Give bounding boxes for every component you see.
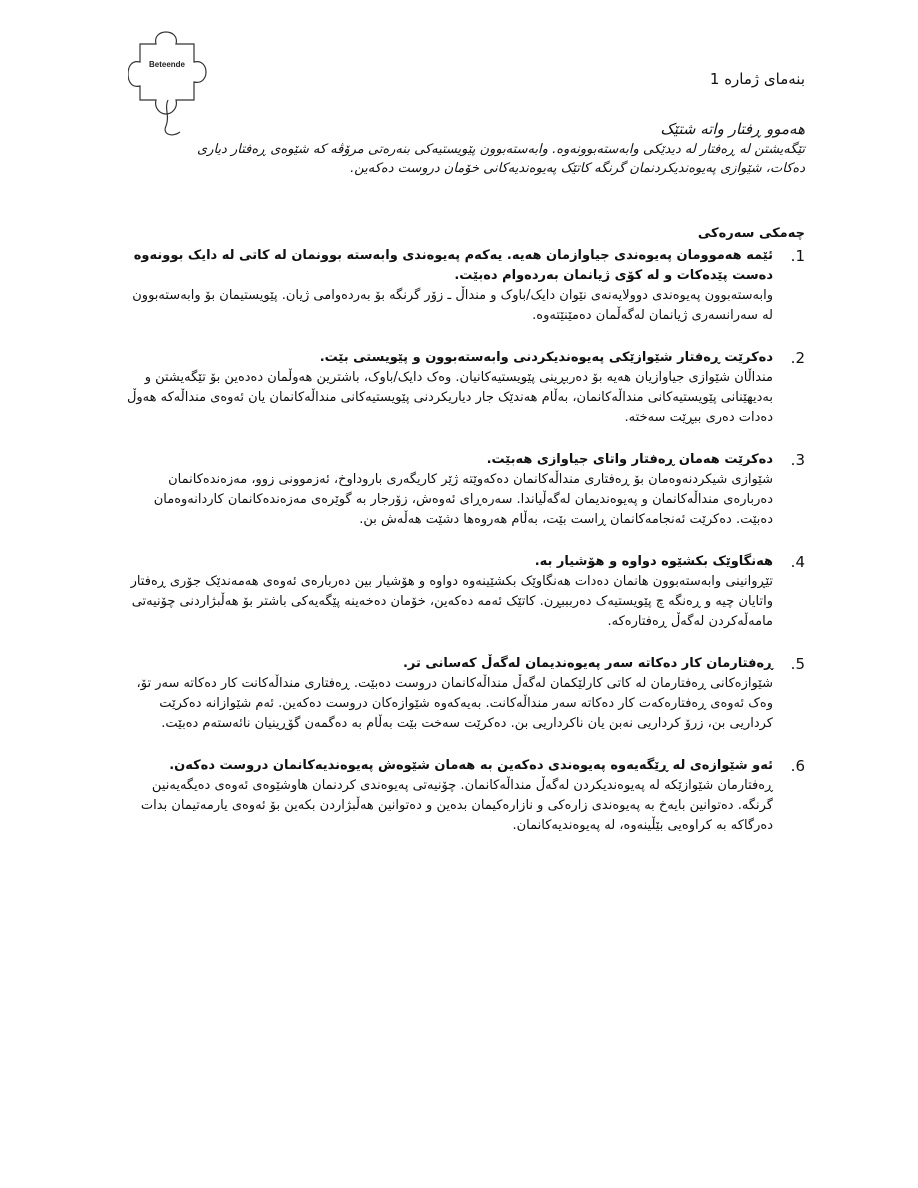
list-item — [125, 654, 805, 734]
lesson-number: بنەمای ژمارە 1 — [709, 70, 805, 88]
item-text: شێوازەکانی ڕەفتارمان لە کاتی کارلێکمان لەگەڵ منداڵەکانمان دروست دەبێت. ڕەفتاری منداڵەکانت کار دەکاتە سەر تۆ، وەک ئەوەی ڕەفتارەکەت کار دەکاتە سەر منداڵەکانت. بەیەکەوە شێوازەکان دروست دەکەین. ئەم شێوازانە دەکرێت کرداریی بن، زرۆ کرداریی نەبن یان ناکرداریی بن. دەکرێت سەخت بێت بەڵام بە دەگمەن گۆڕینیان نائەستەم دەبێت. — [136, 676, 773, 731]
item-title: دەکرێت ڕەفتار شێوازێکی پەیوەندیکردنی وابەستەبوون و پێویستی بێت. — [319, 350, 773, 365]
item-number: 2. — [790, 349, 805, 367]
item-number: 5. — [790, 655, 805, 673]
item-text: تێڕوانینی وابەستەبوون هانمان دەدات هەنگاوێک بکشێینەوە دواوە و هۆشیار بین دەربارەی ئەوەی هەمەندێک جۆری ڕەفتار واتایان چیە و ڕەنگە چ پێویستیەک دەربببڕن. کاتێک ئەمە دەکەین، خۆمان دەخەینە پێگەیەکی باشتر بۆ هەڵبژاردنی چۆنیەتی مامەڵەکردن لەگەڵ ڕەفتارەکە. — [130, 574, 773, 629]
list-item — [125, 246, 805, 326]
list-item — [125, 450, 805, 530]
item-text: ڕەفتارمان شێوازێکە لە پەیوەندیکردن لەگەڵ منداڵەکانمان. چۆنیەتی پەیوەندی کردنمان هاوشێوەی ئەوەی دەیگەیەنین گرنگە. دەتوانین بایەخ بە پەیوەندی زارەکی و نازارەکیمان بدەین و دەتوانین هەڵبژاردن بکەین بۆ ئەوەی یارمەتیمان بدات دەرگاکە بە کراوەیی بێڵینەوە، لە پەیوەندیەکانمان. — [140, 778, 773, 833]
item-number: 6. — [790, 757, 805, 775]
item-title: هەنگاوێک بکشێوە دواوە و هۆشیار بە. — [534, 554, 773, 569]
item-text: منداڵان شێوازی جیاوازیان هەیە بۆ دەربڕینی پێویستیەکانیان. وەک دایک/باوک، باشترین هەوڵمان دەدەین بۆ تێگەیشتن و بەدیهێنانی پێویستیەکانی منداڵەکانمان، بەڵام هەندێک جار دیاریکردنی پێویستیەکانی منداڵەکانمان یان ئەوەی منداڵەکە هەوڵ دەدات دەری ببڕێت سەختە. — [126, 370, 773, 425]
item-number: 4. — [790, 553, 805, 571]
item-number: 1. — [790, 247, 805, 265]
item-title: ڕەفتارمان کار دەکاتە سەر پەیوەندیمان لەگەڵ کەسانی تر. — [402, 656, 773, 671]
concept-list — [125, 246, 805, 858]
list-item — [125, 756, 805, 836]
item-text: وابەستەبوون پەیوەندی دوولایەنەی نێوان دایک/باوک و منداڵ ـ زۆر گرنگە بۆ بەردەوامی ژیان. پێویستیمان بۆ وابەستەبوون لە سەرانسەری ژیانمان لەگەڵمان دەمێنێتەوە. — [132, 288, 773, 323]
intro-paragraph: تێگەیشتن لە ڕەفتار لە دیدێکی وابەستەبوونەوە. وابەستەبوون پێویستیەکی بنەرەتی مرۆڤە کە شێوەی ڕەفتار دیاری دەکات، شێوازی پەیوەندیکردنمان گرنگە کاتێک پەیوەندیەکانی خۆمان دروست دەکەین. — [197, 142, 805, 176]
item-title: ئەو شێوازەی لە ڕێگەیەوە پەیوەندی دەکەین بە هەمان شێوەش پەیوەندیەکانمان دروست دەکەن. — [169, 758, 773, 773]
list-item — [125, 348, 805, 428]
logo-label: Beteende — [148, 60, 186, 69]
item-title: دەکرێت هەمان ڕەفتار واتای جیاوازی هەبێت. — [486, 452, 773, 467]
puzzle-piece-icon — [128, 30, 208, 140]
item-number: 3. — [790, 451, 805, 469]
list-item — [125, 552, 805, 632]
item-text: شێوازی شیکردنەوەمان بۆ ڕەفتاری منداڵەکانمان دەکەوێتە ژێر کاریگەری باروداوخ، ئەزموونی زوو، مەزەندەکانمان دەربارەی منداڵەکانمان و پەیوەندیمان لەگەڵیاندا. سەرەڕای ئەوەش، زۆرجار بە گوێرەی مەزەندەکانمان کاردانەوەمان دەبێت. دەکرێت ئەنجامەکانمان ڕاست بێت، بەڵام هەروەها دشێت هەڵەش بن. — [153, 472, 773, 527]
core-concepts-heading: چەمکی سەرەکی — [697, 226, 805, 241]
item-title: ئێمە هەموومان پەیوەندی جیاوازمان هەیە. یەکەم پەیوەندی وابەستە بوونمان لە کاتی لە دایک بوونەوە دەست پێدەکات و لە کۆی ژیانمان بەردەوام دەبێت. — [133, 248, 773, 283]
page-title: هەموو ڕفتار واتە شتێک — [660, 120, 805, 138]
